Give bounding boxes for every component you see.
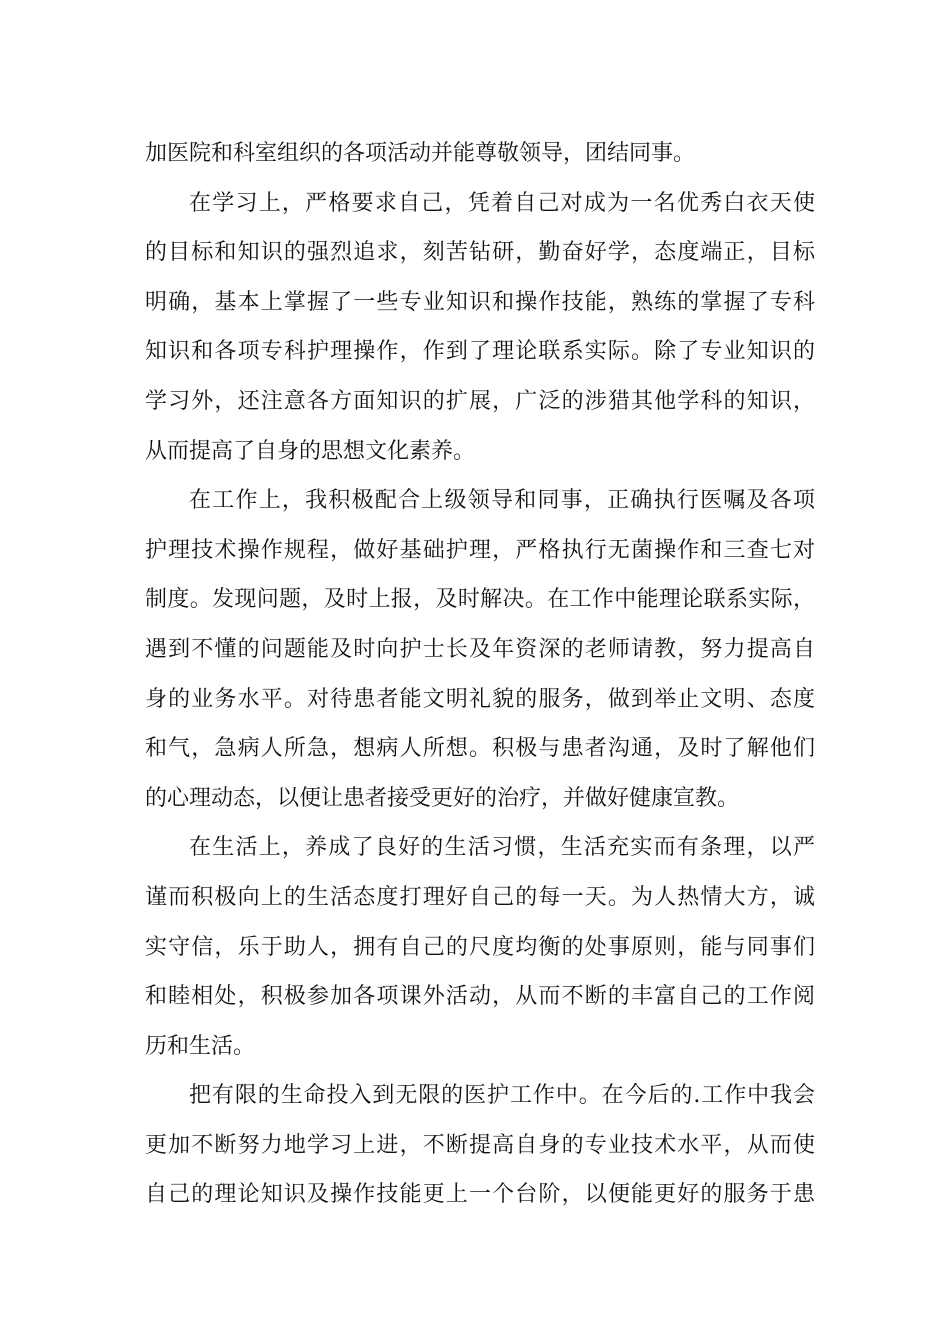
text-line: 的目标和知识的强烈追求，刻苦钻研，勤奋好学，态度端正，目标 — [145, 240, 815, 266]
text-line: 遇到不懂的问题能及时向护士长及年资深的老师请教，努力提高自 — [145, 636, 815, 662]
text-line: 在学习上，严格要求自己，凭着自己对成为一名优秀白衣天使 — [189, 190, 815, 216]
text-line: 知识和各项专科护理操作，作到了理论联系实际。除了专业知识的 — [145, 339, 815, 365]
text-line: 自己的理论知识及操作技能更上一个台阶，以便能更好的服务于患 — [145, 1182, 815, 1208]
body-text — [145, 129, 815, 1220]
text-line: 从而提高了自身的思想文化素养。 — [145, 438, 476, 464]
text-line: 身的业务水平。对待患者能文明礼貌的服务，做到举止文明、态度 — [145, 686, 815, 712]
text-line: 在工作上，我积极配合上级领导和同事，正确执行医嘱及各项 — [189, 488, 815, 514]
text-line: 和气，急病人所急，想病人所想。积极与患者沟通，及时了解他们 — [145, 736, 815, 762]
text-line: 护理技术操作规程，做好基础护理，严格执行无菌操作和三查七对 — [145, 537, 815, 563]
text-line: 在生活上，养成了良好的生活习惯，生活充实而有条理，以严 — [189, 835, 815, 861]
text-line: 明确，基本上掌握了一些专业知识和操作技能，熟练的掌握了专科 — [145, 289, 815, 315]
text-line: 谨而积极向上的生活态度打理好自己的每一天。为人热情大方，诚 — [145, 884, 815, 910]
text-line: 实守信，乐于助人，拥有自己的尺度均衡的处事原则，能与同事们 — [145, 934, 815, 960]
text-line: 历和生活。 — [145, 1033, 256, 1059]
text-line: 和睦相处，积极参加各项课外活动，从而不断的丰富自己的工作阅 — [145, 984, 815, 1010]
text-line: 更加不断努力地学习上进，不断提高自身的专业技术水平，从而使 — [145, 1132, 815, 1158]
text-line: 把有限的生命投入到无限的医护工作中。在今后的.工作中我会 — [189, 1083, 815, 1109]
text-line: 加医院和科室组织的各项活动并能尊敬领导，团结同事。 — [145, 141, 696, 166]
text-line: 制度。发现问题，及时上报，及时解决。在工作中能理论联系实际， — [145, 587, 815, 613]
text-line: 学习外，还注意各方面知识的扩展，广泛的涉猎其他学科的知识， — [145, 388, 815, 414]
text-line: 的心理动态，以便让患者接受更好的治疗，并做好健康宣教。 — [145, 785, 740, 811]
